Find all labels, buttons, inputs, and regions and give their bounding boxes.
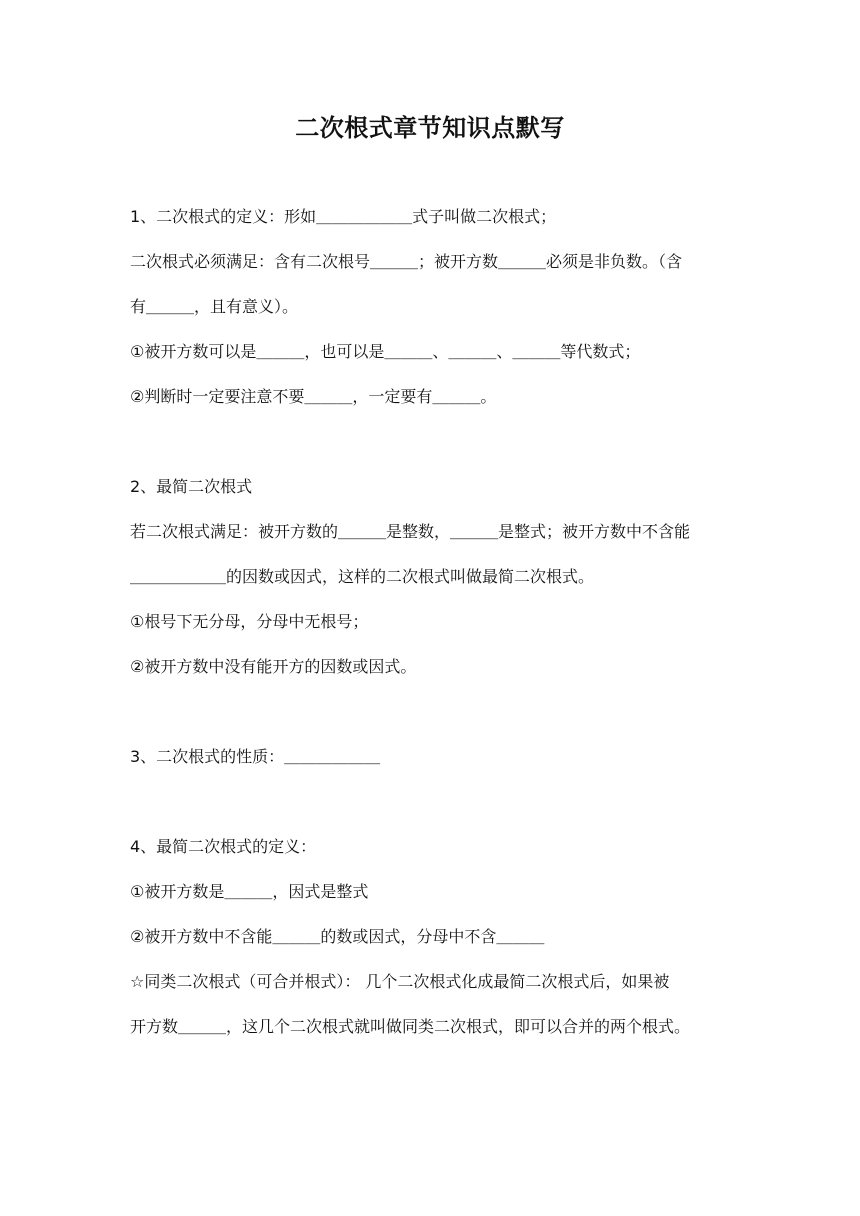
- section-4-heading: 4、最简二次根式的定义：: [130, 837, 317, 856]
- section-2-heading: 2、最简二次根式: [130, 477, 253, 496]
- simplest-note-1: ①根号下无分母，分母中无根号；: [130, 612, 369, 631]
- condition-line: 二次根式必须满足：含有二次根号＿＿＿；被开方数＿＿＿必须是非负数。（含: [130, 252, 683, 271]
- section-3-heading: 3、二次根式的性质：＿＿＿＿＿＿: [130, 747, 381, 766]
- similar-radicals-line: ☆同类二次根式（可合并根式）： 几个二次根式化成最简二次根式后，如果被: [130, 972, 670, 991]
- radicand-note-2: ②判断时一定要注意不要＿＿＿，一定要有＿＿＿。: [130, 387, 497, 406]
- simplest-condition-line: 若二次根式满足：被开方数的＿＿＿是整数，＿＿＿是整式；被开方数中不含能: [130, 522, 691, 541]
- section-4-note-2: ②被开方数中不含能＿＿＿的数或因式，分母中不含＿＿＿: [130, 927, 545, 946]
- radicand-note-1: ①被开方数可以是＿＿＿，也可以是＿＿＿、＿＿＿、＿＿＿等代数式；: [130, 342, 641, 361]
- definition-line: 1、二次根式的定义：形如＿＿＿＿＿＿式子叫做二次根式；: [130, 207, 557, 226]
- similar-radicals-cont: 开方数＿＿＿，这几个二次根式就叫做同类二次根式，即可以合并的两个根式。: [130, 1017, 691, 1036]
- simplest-condition-cont: ＿＿＿＿＿＿的因数或因式，这样的二次根式叫做最简二次根式。: [130, 567, 595, 586]
- condition-line-cont: 有＿＿＿，且有意义）。: [130, 297, 299, 316]
- section-4-note-1: ①被开方数是＿＿＿，因式是整式: [130, 882, 369, 901]
- simplest-note-2: ②被开方数中没有能开方的因数或因式。: [130, 657, 417, 676]
- page-title: 二次根式章节知识点默写: [295, 114, 565, 142]
